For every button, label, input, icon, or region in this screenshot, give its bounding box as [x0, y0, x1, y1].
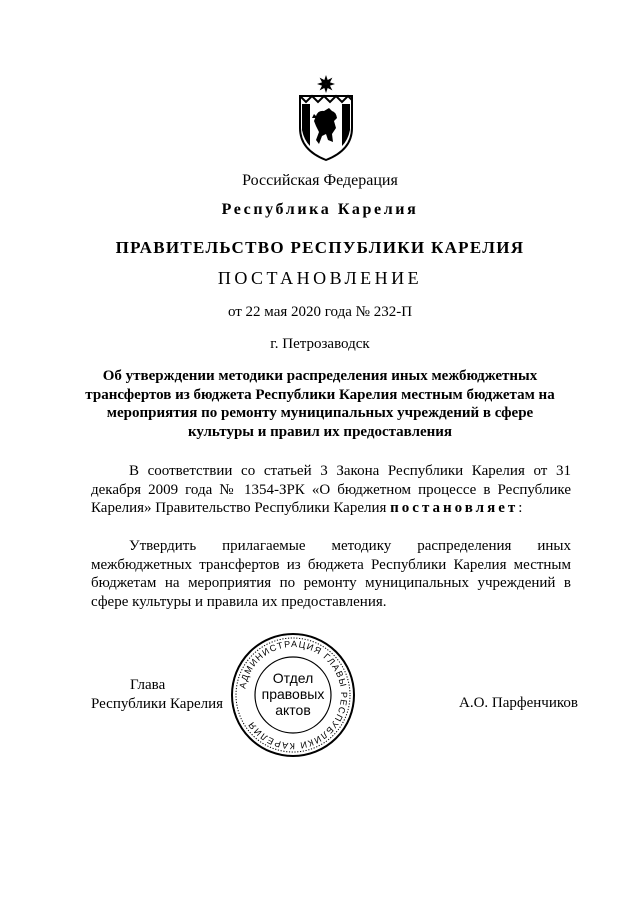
karelia-coat-of-arms-icon — [296, 74, 356, 164]
stamp-center-line3: актов — [275, 702, 311, 718]
stamp-center-line1: Отдел — [272, 670, 314, 686]
document-date-number: от 22 мая 2020 года № 232-П — [227, 304, 413, 320]
document-city: г. Петрозаводск — [270, 336, 370, 352]
stamp-center-line2: правовых — [261, 686, 325, 702]
resolution-paragraph: Утвердить прилагаемые методику распределения иных межбюджетных трансфертов из бюджета Республики Карелия местным бюджетам на мероприятия по ремонту муниципальных учреждений в сфере культуры и правила их предоставления. — [91, 538, 571, 611]
republic-name: Республика Карелия — [221, 201, 419, 218]
preamble-text: В соответствии со статьей 3 Закона Республики Карелия от 31 декабря 2009 года № 1354-ЗРК «О бюджетном процессе в Республике Карелия» Правительство Республики Карелия — [91, 463, 571, 517]
signatory-position-line1: Глава — [130, 677, 166, 693]
preamble-paragraph — [91, 462, 571, 518]
signatory-name: А.О. Парфенчиков — [459, 695, 578, 711]
government-name: ПРАВИТЕЛЬСТВО РЕСПУБЛИКИ КАРЕЛИЯ — [115, 238, 525, 257]
country-name: Российская Федерация — [242, 172, 398, 189]
official-stamp — [229, 631, 357, 759]
decree-keyword: постановляет — [390, 500, 519, 517]
signatory-position — [91, 676, 251, 713]
signatory-position-line2: Республики Карелия — [91, 695, 224, 712]
stamp-ring-text: АДМИНИСТРАЦИЯ ГЛАВЫ РЕСПУБЛИКИ КАРЕЛИЯ — [237, 638, 350, 752]
document-title: Об утверждении методики распределения иных межбюджетных трансфертов из бюджета Республики Карелия местным бюджетам на мероприятия по ремонту муниципальных учреждений в сфере культуры и правил их предоставления — [85, 368, 555, 440]
document-type: ПОСТАНОВЛЕНИЕ — [217, 268, 423, 288]
decree-keyword-colon: : — [518, 500, 523, 517]
